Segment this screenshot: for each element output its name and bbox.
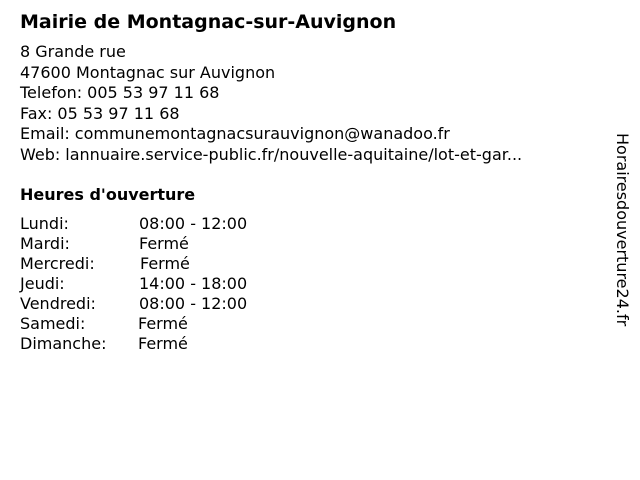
- day-hours: 14:00 - 18:00: [139, 274, 248, 293]
- address-line-street: 8 Grande rue: [20, 42, 126, 61]
- opening-hours-heading: Heures d'ouverture: [20, 185, 196, 204]
- hours-row-dimanche: [20, 334, 600, 354]
- hours-row-mercredi: [20, 254, 600, 274]
- day-label: Vendredi:: [20, 294, 96, 313]
- site-watermark-text: Horairesdouverture24.fr: [613, 133, 632, 327]
- fax-value: 05 53 97 11 68: [57, 103, 180, 123]
- fax-line: [20, 104, 600, 125]
- day-hours: Fermé: [139, 234, 189, 253]
- email-line: [20, 124, 600, 145]
- day-hours: 08:00 - 12:00: [139, 294, 248, 313]
- web-link[interactable]: lannuaire.service-public.fr/nouvelle-aquitaine/lot-et-gar...: [65, 144, 523, 164]
- hours-row-vendredi: [20, 294, 600, 314]
- day-hours: 08:00 - 12:00: [139, 214, 248, 233]
- phone-value[interactable]: 005 53 97 11 68: [87, 83, 220, 102]
- day-label: Dimanche:: [20, 334, 107, 353]
- day-label: Samedi:: [20, 314, 86, 333]
- hours-row-lundi: [20, 214, 600, 234]
- web-label: Web:: [20, 144, 61, 164]
- phone-line: [20, 83, 600, 104]
- email-label: Email:: [20, 124, 70, 143]
- day-hours: Fermé: [140, 254, 190, 273]
- day-label: Lundi:: [20, 214, 69, 233]
- day-label: Mercredi:: [20, 254, 95, 273]
- web-line: [20, 145, 600, 166]
- hours-row-jeudi: [20, 274, 600, 294]
- day-hours: Fermé: [138, 314, 188, 333]
- address-line-city: 47600 Montagnac sur Auvignon: [20, 62, 276, 82]
- day-hours: Fermé: [138, 334, 188, 353]
- hours-row-samedi: [20, 314, 600, 334]
- phone-label: Telefon:: [20, 83, 83, 102]
- email-link[interactable]: communemontagnacsurauvignon@wanadoo.fr: [74, 124, 450, 143]
- day-label: Jeudi:: [20, 274, 65, 293]
- hours-row-mardi: [20, 234, 600, 254]
- day-label: Mardi:: [20, 234, 70, 253]
- place-card: [20, 8, 600, 354]
- place-title: Mairie de Montagnac-sur-Auvignon: [20, 11, 397, 33]
- fax-label: Fax:: [20, 103, 53, 123]
